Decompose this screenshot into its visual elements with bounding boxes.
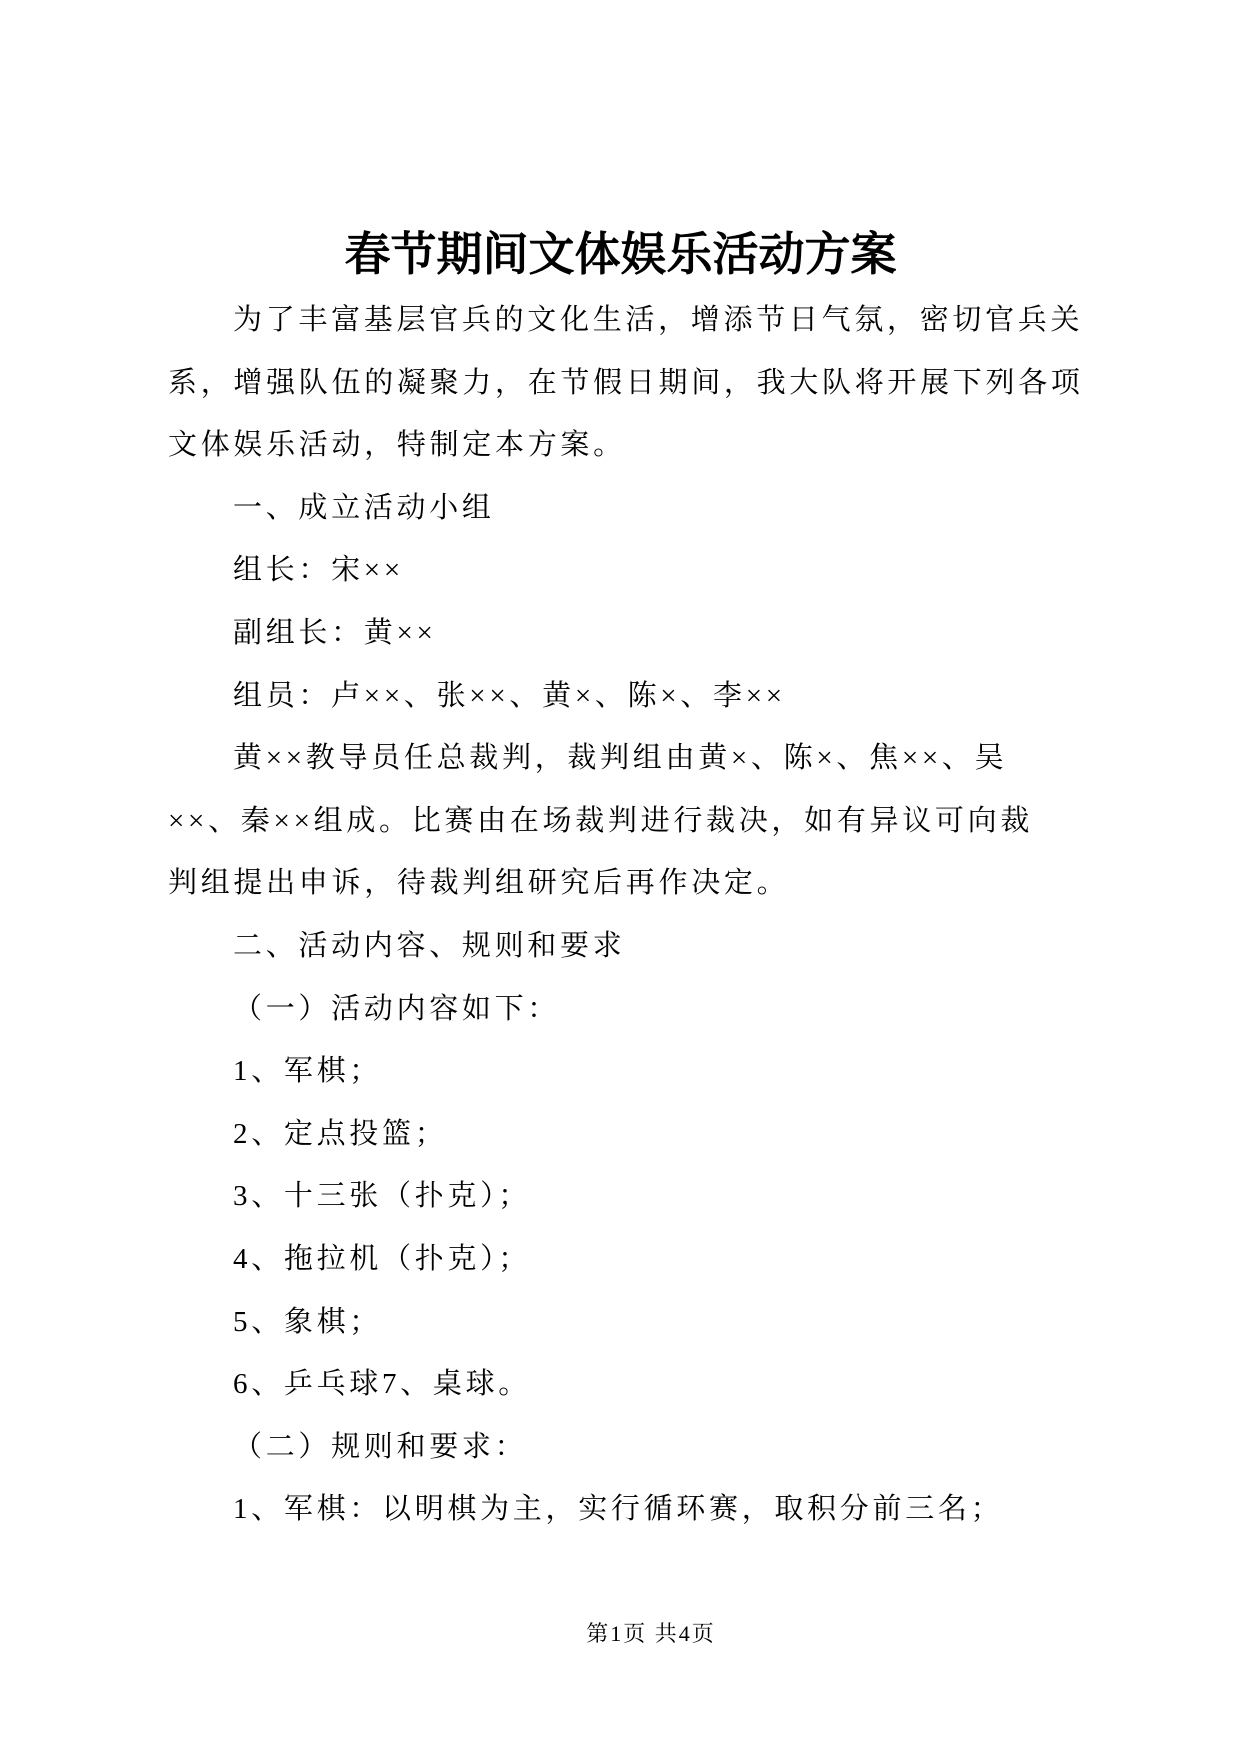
paragraph-line: 黄××教导员任总裁判，裁判组由黄×、陈×、焦××、吴 <box>233 742 1008 775</box>
section-heading-1 <box>168 477 1084 540</box>
list-item <box>168 1228 1084 1291</box>
paragraph-leader <box>168 539 1084 602</box>
subsection-heading-2 <box>168 1416 1084 1479</box>
paragraph-line: 判组提出申诉，待裁判组研究后再作决定。 <box>168 867 790 900</box>
paragraph-line: 文体娱乐活动，特制定本方案。 <box>168 429 626 462</box>
list-item-line: 1、军棋：以明棋为主，实行循环赛，取积分前三名； <box>233 1493 1004 1526</box>
section-heading-line: 二、活动内容、规则和要求 <box>233 929 626 962</box>
list-item-line: 3、十三张（扑克）； <box>233 1180 532 1213</box>
paragraph-referees <box>168 727 1084 915</box>
list-item <box>168 1291 1084 1354</box>
paragraph-deputy-leader <box>168 602 1084 665</box>
paragraph-line: 组长：宋×× <box>233 554 404 587</box>
paragraph-line: 组员：卢××、张××、黄×、陈×、李×× <box>233 679 786 712</box>
paragraph-line: 副组长：黄×× <box>233 616 437 649</box>
paragraph-members <box>168 665 1084 728</box>
list-item <box>168 1165 1084 1228</box>
subsection-heading-1 <box>168 978 1084 1041</box>
list-item <box>168 1040 1084 1103</box>
paragraph-line: 为了丰富基层官兵的文化生活，增添节日气氛，密切官兵关 <box>233 304 1084 336</box>
list-item <box>168 1478 1084 1541</box>
paragraph-line: 系，增强队伍的凝聚力，在节假日期间，我大队将开展下列各项 <box>168 366 1084 399</box>
list-item-line: 1、军棋； <box>233 1055 383 1088</box>
list-item <box>168 1103 1084 1166</box>
list-item-line: 4、拖拉机（扑克）； <box>233 1242 532 1275</box>
subsection-heading-line: （二）规则和要求： <box>233 1430 528 1463</box>
subsection-heading-line: （一）活动内容如下： <box>233 992 561 1025</box>
list-item-line: 5、象棋； <box>233 1305 383 1338</box>
paragraph-line: ××、秦××组成。比赛由在场裁判进行裁决，如有异议可向裁 <box>168 804 1034 837</box>
document-body <box>168 289 1084 1541</box>
list-item <box>168 1353 1084 1416</box>
list-item-line: 2、定点投篮； <box>233 1117 448 1150</box>
page-number-footer: 第1页 共4页 <box>586 1621 716 1646</box>
paragraph-intro <box>168 289 1084 477</box>
section-heading-line: 一、成立活动小组 <box>233 491 495 524</box>
document-title: 春节期间文体娱乐活动方案 <box>344 229 897 280</box>
list-item-line: 6、乒乓球7、桌球。 <box>233 1368 532 1401</box>
section-heading-2 <box>168 915 1084 978</box>
